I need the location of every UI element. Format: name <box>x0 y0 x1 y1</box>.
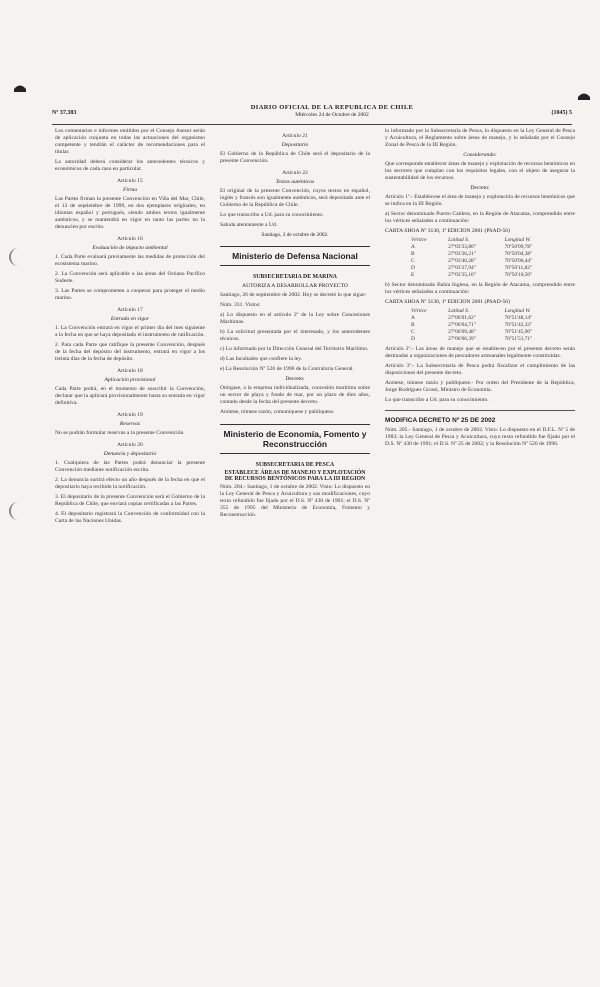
paragraph: El original de la presente Convención, cuyos textos en español, inglés y francés son igualmente auténticos, será depositado ante el Gobierno de la República de Chile. <box>220 188 370 208</box>
article-subheading: Evaluación de impacto ambiental <box>92 245 168 251</box>
table-cell: 70º51'45,90" <box>504 328 533 335</box>
article-heading: Artículo 22 <box>282 170 308 176</box>
table-cell: 70º50'04,38" <box>504 250 533 257</box>
article-heading: Artículo 16 <box>117 236 143 242</box>
coordinates-table <box>407 236 557 278</box>
divider <box>385 410 575 411</box>
list-item: 3. Las Partes se comprometen a cooperar para proteger el medio marino. <box>55 288 205 301</box>
decree-heading: AUTORIZA A DESARROLLAR PROYECTO <box>242 283 348 289</box>
table-cell: 27º06'04,71" <box>448 321 476 328</box>
punch-hole-mark <box>9 502 21 520</box>
emblem-icon <box>576 88 592 102</box>
article-paragraph: Artículo 3º.- La Subsecretaría de Pesca podrá fiscalizar el cumplimiento de las disposiciones del presente decreto. <box>385 363 575 376</box>
header-rule <box>52 124 572 125</box>
column-header: Vértice <box>411 307 427 314</box>
table-row <box>407 257 557 264</box>
table-cell: A <box>411 314 415 321</box>
table-cell: 70º50'10,50" <box>504 271 533 278</box>
table-cell: A <box>411 243 415 250</box>
masthead <box>202 104 462 118</box>
table-cell: 27º03'36,21" <box>448 250 476 257</box>
article-heading: Artículo 19 <box>117 412 143 418</box>
signature-line: Saluda atentamente a Ud. <box>220 222 278 228</box>
vistos-heading: Núm. 331. Vistos: <box>220 302 261 308</box>
subsecretariat-heading: SUBSECRETARIA DE MARINA <box>253 274 337 280</box>
sector-paragraph: a) Sector denominado Puerto Caldera, en la Región de Atacama, comprendido entre los vértices señalados a continuación: <box>385 211 575 224</box>
paragraph: Núm. 205.- Santiago, 1 de octubre de 2002. Visto: Lo dispuesto en el D.F.L. Nº 5 de 1983; la Ley General de Pesca y Acuicultura, cuyo texto refundido fue fijado por el D.S. Nº 430 de 1991; el D.S. Nº 25 de 2002; y la Resolución Nº 520 de 1996. <box>385 427 575 447</box>
table-cell: 70º50'06,44" <box>504 257 533 264</box>
ministry-banner <box>220 424 370 454</box>
table-cell: 70º51'42,33" <box>504 321 533 328</box>
column-header: Longitud W. <box>504 236 531 243</box>
page-header <box>52 100 572 122</box>
list-item: e) La Resolución Nº 520 de 1996 de la Contraloría General. <box>220 366 354 372</box>
list-item: 2. La Convención será aplicable a las áreas del Océano Pacífico Sudeste. <box>55 271 205 284</box>
paragraph: Santiago, 26 de septiembre de 2002. Hoy se decretó lo que sigue: <box>220 292 367 298</box>
column-right <box>385 128 575 451</box>
table-cell: E <box>411 271 415 278</box>
article-heading: Artículo 15 <box>117 178 143 184</box>
emblem-icon <box>12 80 28 94</box>
decreto-heading: Decreto: <box>285 376 305 382</box>
table-cell: D <box>411 335 415 342</box>
paragraph: Otórgase, a la empresa individualizada, concesión marítima sobre un sector de playa y fondo de mar, por un plazo de diez años, contado desde la fecha del presente decreto. <box>220 385 370 405</box>
ministry-banner <box>220 246 370 266</box>
list-item: 3. El depositario de la presente Convención será el Gobierno de la República de Chile, que enviará copias certificadas a las Partes. <box>55 494 205 507</box>
closing-text: Anótese, tómese razón y publíquese.- Por orden del Presidente de la República, Jorge Rodríguez Grossi, Ministro de Economía. <box>385 380 575 393</box>
table-cell: 70º51'48,14" <box>504 314 533 321</box>
list-item: 2. La denuncia surtirá efecto un año después de la fecha en que el depositario haya recibido la notificación. <box>55 477 205 490</box>
decreto-heading: Decreto: <box>470 185 490 191</box>
decree-heading: ESTABLECE ÁREAS DE MANEJO Y EXPLOTACIÓN DE RECURSOS BENTÓNICOS PARA LA III REGION <box>224 470 366 482</box>
transcription-note: Lo que transcribo a Ud. para su conocimiento. <box>385 397 489 403</box>
coordinates-table <box>407 307 557 342</box>
column-header: Latitud S. <box>448 307 470 314</box>
paragraph: Que corresponde establecer áreas de manejo y explotación de recursos bentónicos en los sectores que cumplan con los requisitos legales, con el objeto de asegurar la sustentabilidad de los recursos. <box>385 161 575 181</box>
list-item: b) La solicitud presentada por el interesado, y los antecedentes técnicos. <box>220 329 370 342</box>
table-row <box>407 271 557 278</box>
article-subheading: Firma <box>123 187 137 193</box>
article-subheading: Denuncia y depositario <box>103 451 157 457</box>
table-cell: 70º50'09,78" <box>504 243 533 250</box>
table-cell: 27º06'06,39" <box>448 335 476 342</box>
column-left <box>55 128 205 528</box>
page-number-right: (1045) 5 <box>551 110 572 116</box>
article-subheading: Depositario <box>281 142 309 148</box>
table-row <box>407 264 557 271</box>
article-heading: Artículo 17 <box>117 307 143 313</box>
article-paragraph: Artículo 1º.- Establécese el área de manejo y explotación de recursos bentónicos que se indica en la III Región. <box>385 194 575 207</box>
table-row <box>407 321 557 328</box>
closing-text: Anótese, tómese razón, comuníquese y publíquese. <box>220 409 335 415</box>
table-cell: 70º50'11,82" <box>504 264 533 271</box>
table-cell: B <box>411 250 415 257</box>
sector-paragraph: b) Sector denominado Bahía Inglesa, en la Región de Atacama, comprendido entre los vértices señalados a continuación: <box>385 282 575 295</box>
column-header: Longitud W. <box>504 307 531 314</box>
table-cell: D <box>411 264 415 271</box>
list-item: 1. Cada Parte evaluará previamente las medidas de protección del ecosistema marino. <box>55 254 205 267</box>
list-item: 2. Para cada Parte que ratifique la presente Convención, después de la fecha del depósito del instrumento, entrará en vigor a los treinta días de la fecha de depósito. <box>55 342 205 362</box>
column-header: Vértice <box>411 236 427 243</box>
table-cell: 27º03'33,80" <box>448 243 476 250</box>
decree-title: MODIFICA DECRETO Nº 25 DE 2002 <box>385 417 496 424</box>
article-subheading: Entrada en vigor <box>110 316 150 322</box>
article-paragraph: Artículo 2º.- Las áreas de manejo que se establecen por el presente decreto serán destinadas a organizaciones de pescadores artesanales legalmente constituidas. <box>385 346 575 359</box>
table-cell: C <box>411 328 415 335</box>
table-row <box>407 328 557 335</box>
table-cell: 27º06'01,62" <box>448 314 476 321</box>
place-date: Santiago, 2 de octubre de 2002. <box>261 232 329 238</box>
table-cell: 27º03'35,10" <box>448 271 476 278</box>
column-middle <box>220 128 370 522</box>
table-cell: 27º03'37,94" <box>448 264 476 271</box>
table-cell: C <box>411 257 415 264</box>
article-heading: Artículo 21 <box>282 133 308 139</box>
journal-title: DIARIO OFICIAL DE LA REPUBLICA DE CHILE <box>250 104 414 111</box>
column-header: Latitud S. <box>448 236 470 243</box>
table-title: CARTA SHOA Nº 3130, 1ª EDICION 2001 (PSAD-56) <box>385 299 510 305</box>
article-subheading: Textos auténticos <box>275 179 315 185</box>
list-item: 1. La Convención entrará en vigor el primer día del mes siguiente a la fecha en que se haya depositado el instrumento de ratificación. <box>55 325 205 338</box>
list-item: 4. El depositario registrará la Convención de conformidad con la Carta de las Naciones Unidas. <box>55 511 205 524</box>
paragraph: Los comentarios e informes emitidos por el Consejo Asesor serán de aplicación conjunta en todas las actuaciones del organismo competente y tendrán el carácter de recomendaciones para el titular. <box>55 128 205 155</box>
table-row <box>407 250 557 257</box>
table-row <box>407 314 557 321</box>
list-item: c) Lo informado por la Dirección General del Territorio Marítimo. <box>220 346 369 352</box>
table-header-row <box>407 236 557 243</box>
subsecretariat-heading: SUBSECRETARIA DE PESCA <box>255 462 335 468</box>
paragraph: No se podrán formular reservas a la presente Convención. <box>55 430 185 436</box>
table-title: CARTA SHOA Nº 3130, 1ª EDICION 2001 (PSAD-56) <box>385 228 510 234</box>
ministry-title: Ministerio de Economía, Fomento y Reconstrucción <box>223 429 367 449</box>
table-row <box>407 243 557 250</box>
table-header-row <box>407 307 557 314</box>
paragraph: Cada Parte podrá, en el momento de suscribir la Convención, declarar que la aplicará provisionalmente hasta su entrada en vigor definitiva. <box>55 386 205 406</box>
ministry-title: Ministerio de Defensa Nacional <box>232 251 358 261</box>
paragraph: La autoridad deberá considerar los antecedentes técnicos y económicos de cada caso en particular. <box>55 159 205 172</box>
paragraph: Núm. 204.- Santiago, 1 de octubre de 2002. Visto: Lo dispuesto en la Ley General de Pesca y Acuicultura y sus modificaciones, cuyo texto refundido fue fijado por el D.S. Nº 430 de 1991; el D.S. Nº 355 de 1995 del Ministerio de Economía, Fomento y Reconstrucción. <box>220 484 370 518</box>
punch-hole-mark <box>9 248 21 266</box>
table-cell: 27º06'09,48" <box>448 328 476 335</box>
paragraph: Las Partes firman la presente Convención en Viña del Mar, Chile, el 13 de septiembre de 1999, en dos ejemplares originales, en idiomas español y portugués, siendo ambos textos igualmente auténticos, y se mantendrá en vigor en tanto las partes no la denuncien por escrito. <box>55 196 205 230</box>
list-item: a) Lo dispuesto en el artículo 2º de la Ley sobre Concesiones Marítimas. <box>220 312 370 325</box>
transcription-note: Lo que transcribo a Ud. para su conocimiento. <box>220 212 324 218</box>
journal-date: Miércoles 24 de Octubre de 2002 <box>295 112 369 118</box>
article-subheading: Aplicación provisional <box>104 377 156 383</box>
table-cell: B <box>411 321 415 328</box>
paragraph: lo informado por la Subsecretaría de Pesca, lo dispuesto en la Ley General de Pesca y Acuicultura, el Reglamento sobre áreas de manejo, y lo señalado por el Consejo Zonal de Pesca de la III Región. <box>385 128 575 148</box>
list-item: d) Las facultades que confiere la ley. <box>220 356 303 362</box>
article-heading: Artículo 18 <box>117 368 143 374</box>
considerando-heading: Considerando: <box>463 152 497 158</box>
paragraph: El Gobierno de la República de Chile será el depositario de la presente Convención. <box>220 151 370 164</box>
table-cell: 27º03'40,28" <box>448 257 476 264</box>
article-subheading: Reservas <box>119 421 141 427</box>
table-row <box>407 335 557 342</box>
list-item: 1. Cualquiera de las Partes podrá denunciar la presente Convención mediante notificación escrita. <box>55 460 205 473</box>
article-heading: Artículo 20 <box>117 442 143 448</box>
page-number-left: Nº 37.383 <box>52 110 77 116</box>
table-cell: 70º51'51,71" <box>504 335 533 342</box>
